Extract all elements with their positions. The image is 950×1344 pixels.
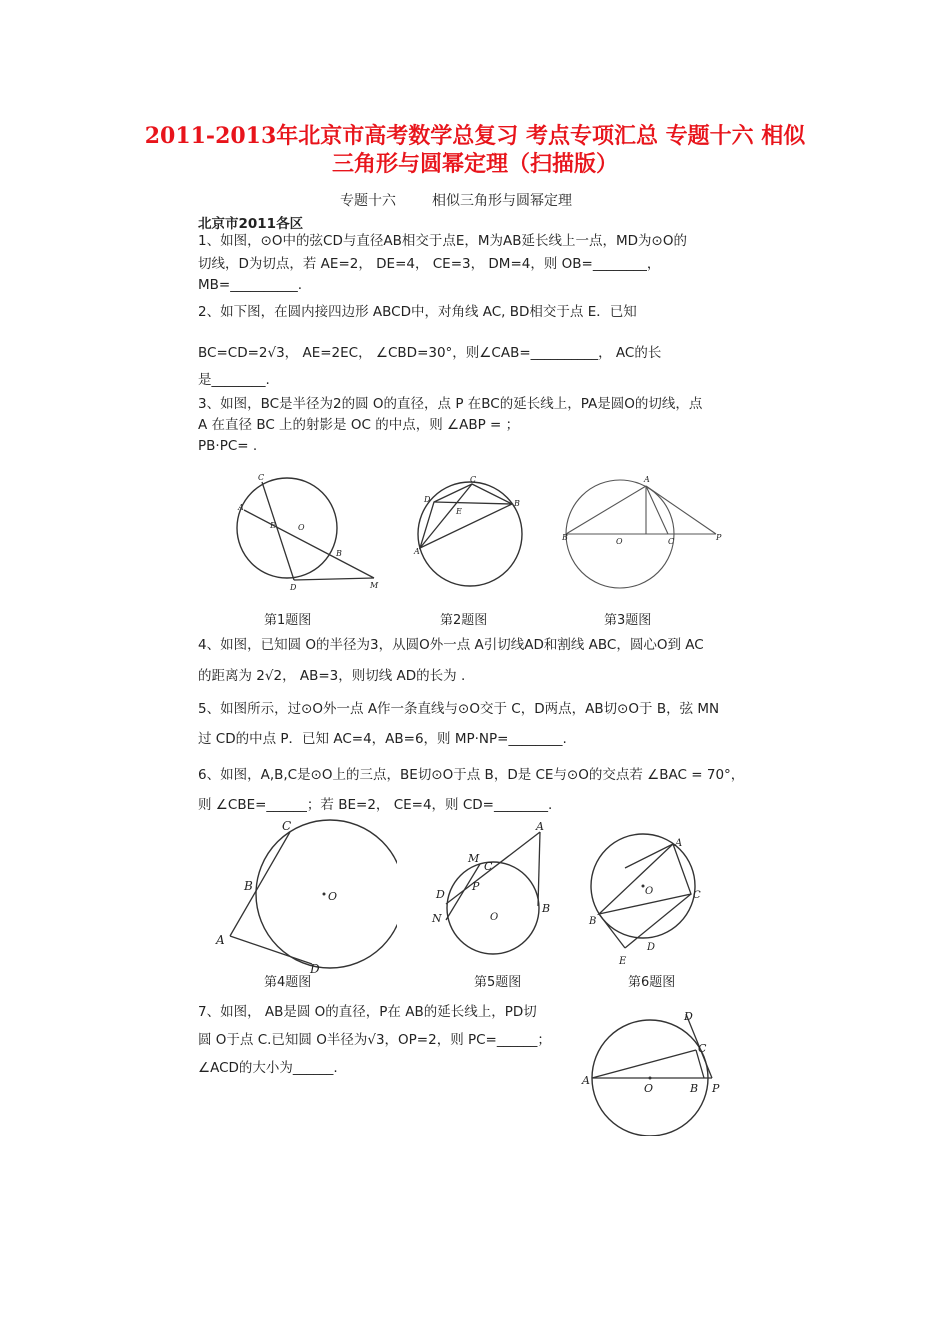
- svg-text:A: A: [536, 820, 544, 833]
- svg-text:C: C: [668, 537, 675, 546]
- figure-5: [428, 820, 558, 955]
- section-heading: 北京市2011各区: [198, 216, 304, 232]
- svg-text:D: D: [424, 495, 431, 504]
- svg-text:M: M: [468, 852, 480, 865]
- caption-fig6: 第6题图: [628, 975, 676, 990]
- figure-6: [585, 828, 715, 968]
- q7-line2: 圆 O于点 C.已知圆 O半径为√3，OP=2，则 PC=______；: [198, 1032, 551, 1048]
- q1-line1: 1、如图，⊙O中的弦CD与直径AB相交于点E，M为AB延长线上一点，MD为⊙O的: [198, 233, 687, 249]
- svg-text:E: E: [270, 521, 276, 530]
- svg-text:N: N: [432, 912, 442, 925]
- q2-line3: 是________.: [198, 372, 270, 388]
- svg-text:A: A: [414, 547, 420, 556]
- svg-text:C: C: [470, 475, 477, 484]
- svg-text:O: O: [645, 886, 654, 897]
- scan-header-left: 专题十六: [340, 193, 396, 209]
- q3-line2: A 在直径 BC 上的射影是 OC 的中点，则 ∠ABP = ；: [198, 417, 520, 433]
- svg-text:O: O: [490, 912, 499, 923]
- figure-4: [212, 818, 397, 973]
- q3-line3: PB·PC= .: [198, 438, 258, 454]
- svg-text:D: D: [647, 942, 656, 953]
- svg-text:B: B: [542, 902, 551, 915]
- svg-text:E: E: [456, 507, 462, 516]
- svg-text:E: E: [619, 956, 627, 967]
- figure-3: [560, 470, 730, 595]
- q2-line2: BC=CD=2√3， AE=2EC， ∠CBD=30°，则∠CAB=__________， AC的长: [198, 345, 662, 361]
- svg-text:B: B: [244, 879, 253, 893]
- svg-text:A: A: [644, 475, 650, 484]
- svg-text:P: P: [472, 880, 480, 893]
- svg-text:B: B: [589, 916, 597, 927]
- svg-text:O: O: [644, 1082, 654, 1095]
- q7-line3: ∠ACD的大小为______.: [198, 1060, 338, 1076]
- document-title-line-2: 三角形与圆幂定理（扫描版）: [331, 151, 618, 177]
- q2-line1: 2、如下图，在圆内接四边形 ABCD中，对角线 AC, BD相交于点 E．已知: [198, 304, 637, 320]
- svg-text:B: B: [514, 499, 520, 508]
- svg-text:O: O: [616, 537, 623, 546]
- svg-text:C: C: [282, 819, 292, 833]
- svg-text:D: D: [310, 962, 320, 973]
- q4-line1: 4、如图，已知圆 O的半径为3，从圆O外一点 A引切线AD和割线 ABC，圆心O到 AC: [198, 637, 704, 653]
- svg-text:D: D: [436, 888, 445, 901]
- caption-fig3: 第3题图: [604, 613, 652, 628]
- q4-line2: 的距离为 2√2， AB=3，则切线 AD的长为 .: [198, 668, 466, 684]
- svg-text:C: C: [484, 860, 493, 873]
- q1-line2: 切线，D为切点，若 AE=2， DE=4， CE=3， DM=4，则 OB=________，: [198, 256, 661, 272]
- figure-7: [578, 1006, 728, 1136]
- caption-fig2: 第2题图: [440, 613, 488, 628]
- scan-header-right: 相似三角形与圆幂定理: [432, 193, 572, 209]
- svg-text:B: B: [336, 549, 342, 558]
- svg-text:D: D: [290, 583, 297, 592]
- q5-line2: 过 CD的中点 P．已知 AC=4，AB=6，则 MP·NP=________.: [198, 731, 567, 747]
- svg-text:P: P: [712, 1082, 720, 1095]
- svg-text:M: M: [370, 581, 379, 590]
- figure-1: [232, 470, 382, 595]
- svg-text:A: A: [582, 1074, 590, 1087]
- q3-line1: 3、如图，BC是半径为2的圆 O的直径，点 P 在BC的延长线上，PA是圆O的切线，点: [198, 396, 703, 412]
- svg-text:O: O: [328, 890, 338, 903]
- q5-line1: 5、如图所示，过⊙O外一点 A作一条直线与⊙O交于 C，D两点，AB切⊙O于 B，弦 MN: [198, 701, 720, 717]
- q6-line2: 则 ∠CBE=______；若 BE=2， CE=4，则 CD=________.: [198, 797, 553, 813]
- figure-2: [412, 470, 532, 595]
- q7-line1: 7、如图， AB是圆 O的直径，P在 AB的延长线上，PD切: [198, 1004, 537, 1020]
- document-title-line-1: 2011-2013年北京市高考数学总复习 考点专项汇总 专题十六 相似: [144, 123, 806, 149]
- svg-text:P: P: [716, 533, 722, 542]
- svg-text:C: C: [258, 473, 265, 482]
- q6-line1: 6、如图，A,B,C是⊙O上的三点，BE切⊙O于点 B，D是 CE与⊙O的交点若 ∠BAC = 70°，: [198, 767, 745, 783]
- svg-text:A: A: [216, 933, 225, 947]
- caption-fig1: 第1题图: [264, 613, 312, 628]
- svg-text:C: C: [698, 1042, 707, 1055]
- caption-fig4: 第4题图: [264, 975, 312, 990]
- svg-text:C: C: [693, 890, 701, 901]
- svg-text:O: O: [298, 523, 305, 532]
- q1-line3: MB=__________.: [198, 277, 303, 293]
- svg-text:A: A: [238, 503, 244, 512]
- caption-fig5: 第5题图: [474, 975, 522, 990]
- svg-text:B: B: [690, 1082, 699, 1095]
- svg-text:A: A: [675, 838, 683, 849]
- svg-text:B: B: [562, 533, 568, 542]
- svg-text:D: D: [684, 1010, 693, 1023]
